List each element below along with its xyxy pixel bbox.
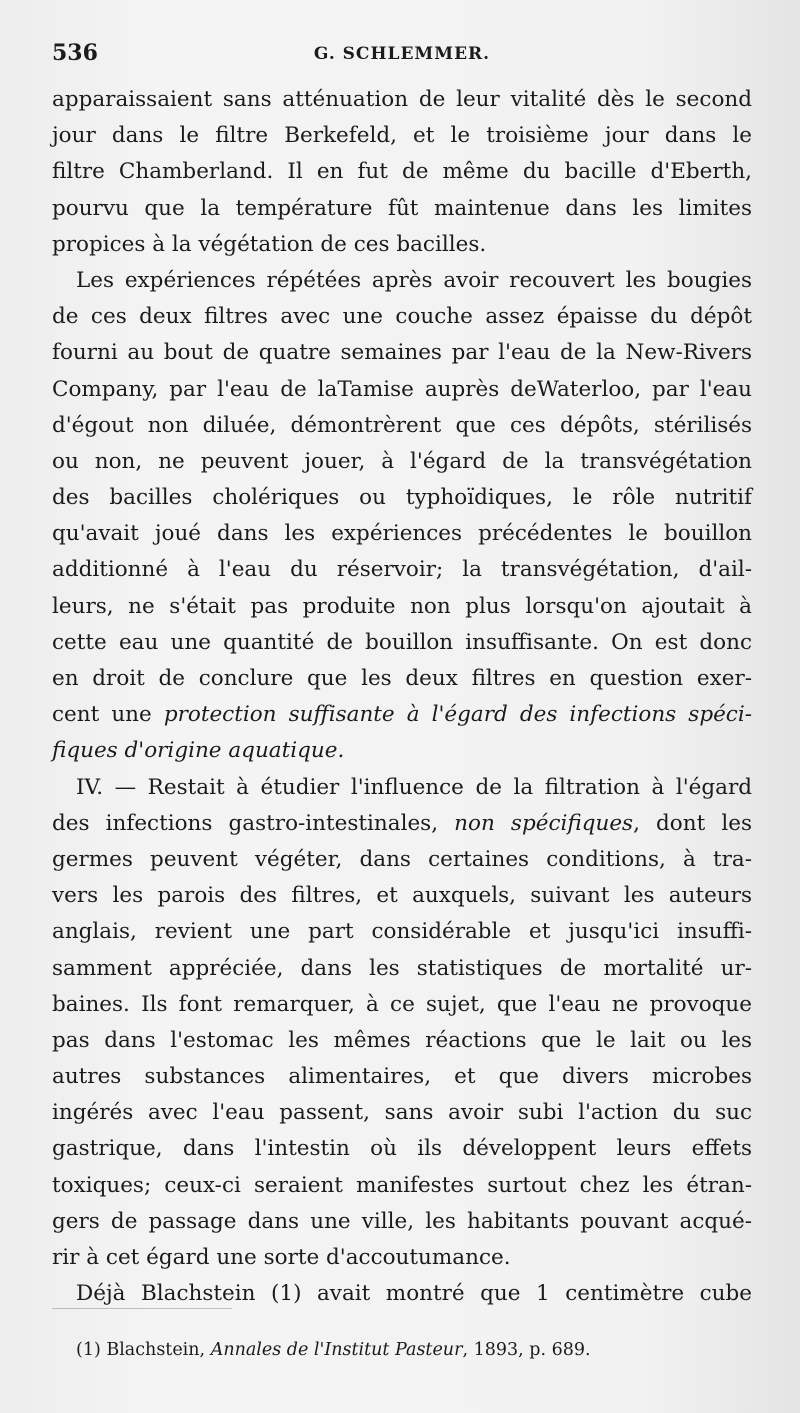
text-line: cette eau une quantité de bouillon insuffisante. On est donc [52, 629, 752, 655]
text-italic: protection suffisante à l'égard des infections spéci- [163, 702, 752, 728]
text-roman: , dont les [633, 810, 752, 836]
text-line: gastrique, dans l'intestin où ils développent leurs effets [52, 1136, 752, 1162]
footnote-text: , 1893, p. 689. [462, 1340, 591, 1360]
footnote-text: (1) Blachstein, [76, 1340, 211, 1360]
text-line: toxiques; ceux-ci seraient manifestes surtout chez les étran- [52, 1172, 752, 1198]
footnote-divider [52, 1308, 232, 1309]
text-line: ingérés avec l'eau passent, sans avoir subi l'action du suc [52, 1100, 752, 1126]
text-line: vers les parois des filtres, et auxquels, suivant les auteurs [52, 883, 752, 909]
body-text [52, 82, 752, 1312]
text-line: rir à cet égard une sorte d'accoutumance. [52, 1245, 511, 1270]
text-line: ou non, ne peuvent jouer, à l'égard de la transvégétation [52, 448, 752, 474]
text-line: leurs, ne s'était pas produite non plus lorsqu'on ajoutait à [52, 593, 752, 619]
text-line: d'égout non diluée, démontrèrent que ces dépôts, stérilisés [52, 412, 752, 438]
text-line: en droit de conclure que les deux filtres en question exer- [52, 666, 752, 691]
text-line: additionné à l'eau du réservoir; la transvégétation, d'ail- [52, 557, 752, 583]
page-number: 536 [52, 40, 98, 66]
text-line: qu'avait joué dans les expériences précédentes le bouillon [52, 521, 752, 547]
text-line: gers de passage dans une ville, les habitants pouvant acqué- [52, 1208, 752, 1234]
text-line: samment appréciée, dans les statistiques de mortalité ur- [52, 955, 752, 981]
paragraph-start-line: IV. — Restait à étudier l'influence de la filtration à l'égard [76, 774, 752, 800]
text-line: anglais, revient une part considérable et jusqu'ici insuffi- [52, 919, 752, 945]
text-line: germes peuvent végéter, dans certaines conditions, à tra- [52, 846, 752, 872]
paragraph-start-line: Les expériences répétées après avoir recouvert les bougies [76, 267, 752, 293]
text-line [52, 697, 752, 733]
text-line [52, 733, 752, 769]
text-line: Company, par l'eau de laTamise auprès deWaterloo, par l'eau [52, 376, 752, 402]
text-line: apparaissaient sans atténuation de leur vitalité dès le second [52, 87, 752, 112]
text-line: filtre Chamberland. Il en fut de même du bacille d'Eberth, [52, 159, 752, 185]
text-line: baines. Ils font remarquer, à ce sujet, que l'eau ne provoque [52, 991, 752, 1017]
running-head: G. SCHLEMMER. [313, 44, 491, 64]
text-line: fourni au bout de quatre semaines par l'eau de la New-Rivers [52, 340, 752, 366]
text-roman: cent une [52, 702, 164, 728]
text-italic: fiques d'origine aquatique. [52, 738, 345, 764]
footnote-journal: Annales de l'Institut Pasteur [210, 1340, 463, 1360]
text-line: propices à la végétation de ces bacilles. [52, 231, 487, 257]
text-line: pourvu que la température fût maintenue dans les limites [52, 195, 752, 221]
text-line: pas dans l'estomac les mêmes réactions que le lait ou les [52, 1027, 752, 1053]
text-roman: des infections gastro-intestinales, [52, 810, 455, 836]
footnote [76, 1340, 591, 1360]
text-line: jour dans le filtre Berkefeld, et le troisième jour dans le [52, 123, 752, 149]
page-header [52, 40, 752, 74]
text-line: des bacilles cholériques ou typhoïdiques, le rôle nutritif [52, 485, 752, 511]
text-italic: non spécifiques [454, 810, 634, 836]
text-line: autres substances alimentaires, et que divers microbes [52, 1064, 752, 1090]
text-line: de ces deux filtres avec une couche assez épaisse du dépôt [52, 304, 752, 330]
text-line [52, 806, 752, 842]
paragraph-start-line: Déjà Blachstein (1) avait montré que 1 centimètre cube [76, 1281, 752, 1307]
